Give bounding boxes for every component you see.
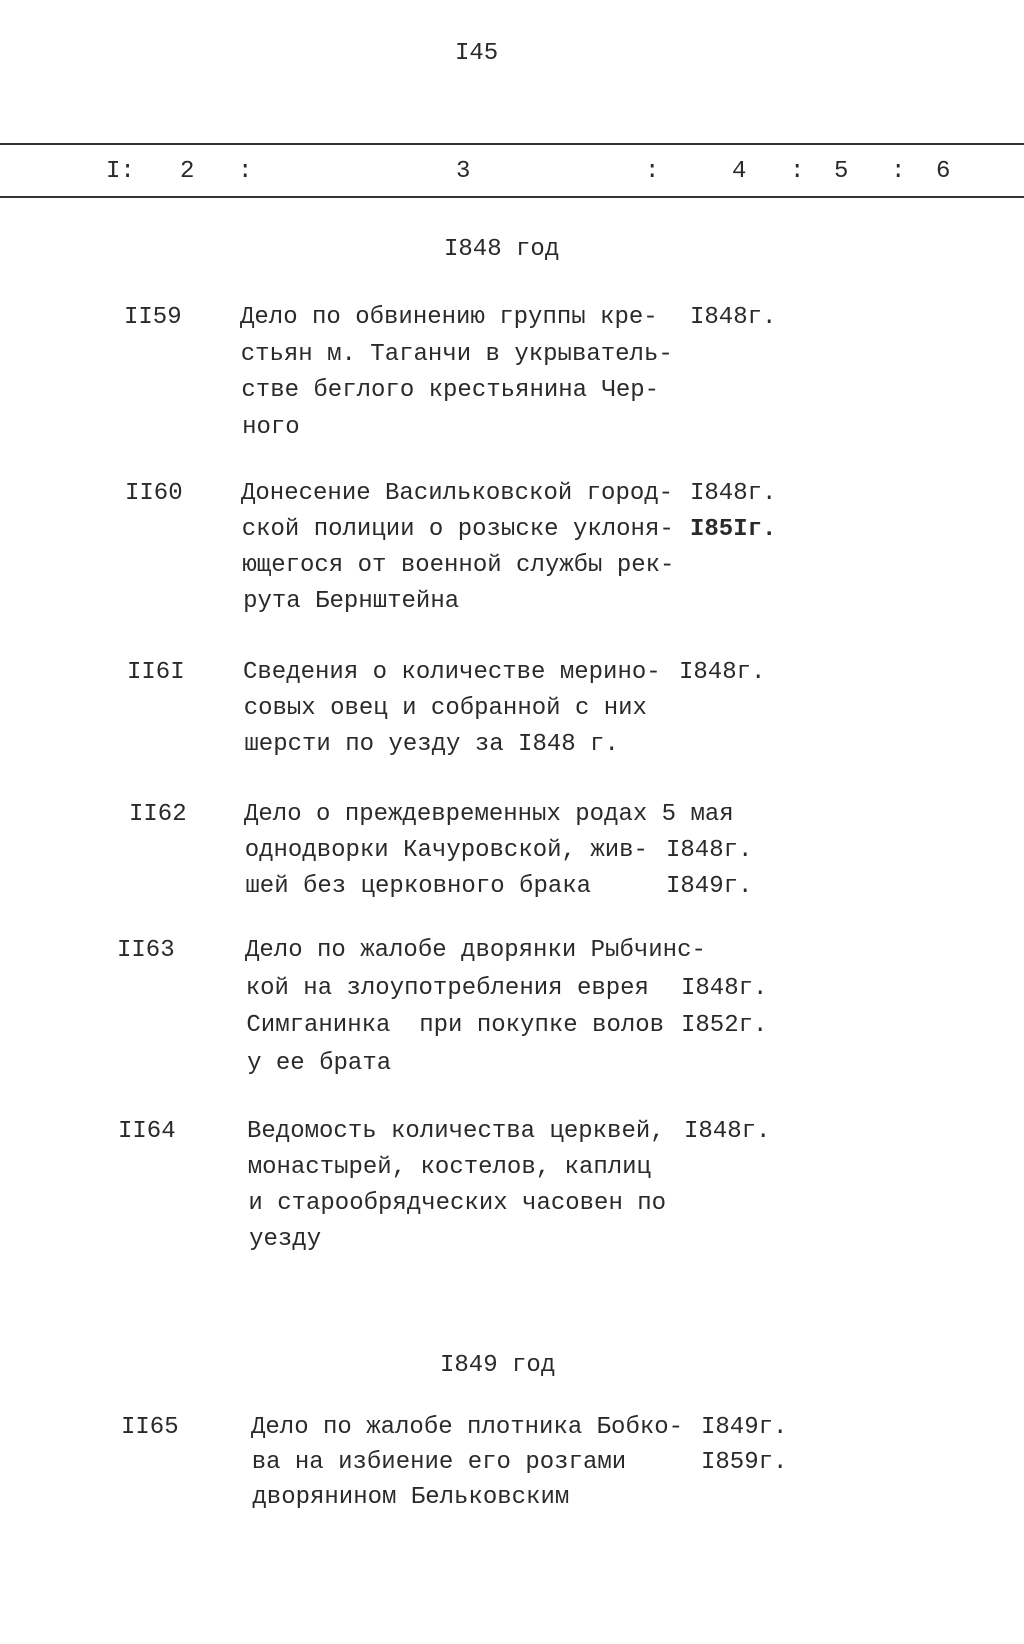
entry-title-line: однодворки Качуровской, жив-: [244, 837, 648, 864]
entry-title-line: ющегося от военной службы рек-: [242, 552, 675, 579]
entry-title-line: стьян м. Таганчи в укрыватель-: [240, 340, 673, 368]
entry-title-line: и старообрядческих часовен по: [248, 1190, 667, 1217]
entry-date: I848г.: [684, 1118, 771, 1145]
entry-title-line: ного: [242, 413, 300, 441]
entry-date: I848г.: [666, 837, 753, 864]
entry-date: I849г.: [701, 1414, 788, 1441]
entry-title-line: Дело о преждевременных родах 5 мая: [244, 801, 734, 828]
header-bottom-rule: [0, 196, 1024, 198]
entry-title-line: уезду: [249, 1226, 322, 1253]
entry-number: II62: [129, 801, 187, 828]
page-number: I45: [455, 40, 499, 67]
entry-number: II65: [121, 1414, 179, 1441]
entry-number: II60: [125, 480, 183, 507]
entry-title-line: шерсти по уезду за I848 г.: [244, 731, 619, 758]
column-header-cell: 4: [732, 158, 747, 185]
entry-title-line: ва на избиение его розгами: [251, 1449, 627, 1476]
column-header-cell: 3: [456, 158, 471, 185]
entry-title-line: совых овец и собранной с них: [243, 695, 647, 722]
column-header-cell: 6: [936, 158, 951, 185]
column-header-cell: 5: [834, 158, 849, 185]
entry-date: I85Iг.: [690, 516, 777, 543]
entry-title-line: Симганинка при покупке волов: [246, 1012, 665, 1039]
entry-number: II59: [124, 304, 182, 331]
entry-title-line: Сведения о количестве мерино-: [243, 659, 661, 686]
entry-number: II63: [117, 937, 175, 964]
entry-title-line: шей без церковного брака: [245, 873, 592, 900]
entry-date: I859г.: [701, 1449, 788, 1476]
entry-title-line: кой на злоупотребления еврея: [245, 974, 649, 1002]
year-heading: I848 год: [444, 236, 560, 263]
column-header-cell: :: [238, 158, 253, 185]
entry-number: II6I: [127, 659, 185, 686]
entry-date: I848г.: [690, 480, 777, 507]
year-heading: I849 год: [440, 1352, 556, 1379]
column-header-cell: I:: [106, 158, 135, 185]
entry-date: I848г.: [681, 974, 768, 1002]
entry-title-line: ской полиции о розыске уклоня-: [241, 516, 674, 543]
entry-title-line: Дело по жалобе плотника Бобко-: [251, 1414, 684, 1441]
entry-number: II64: [118, 1118, 176, 1145]
entry-title-line: стве беглого крестьянина Чер-: [241, 377, 660, 404]
entry-date: I848г.: [679, 659, 766, 686]
column-header-cell: :: [645, 158, 660, 185]
entry-title-line: дворянином Бельковским: [252, 1484, 570, 1511]
column-header-cell: 2: [180, 158, 195, 185]
column-header-cell: :: [891, 158, 906, 185]
entry-title-line: Донесение Васильковской город-: [241, 480, 674, 507]
entry-title-line: Дело по обвинению группы кре-: [240, 304, 658, 331]
entry-date: I849г.: [666, 873, 753, 900]
entry-title-line: у ее брата: [247, 1049, 392, 1077]
column-header-cell: :: [790, 158, 805, 185]
header-top-rule: [0, 143, 1024, 145]
entry-title-line: Ведомость количества церквей,: [247, 1118, 665, 1145]
entry-title-line: рута Бернштейна: [243, 588, 460, 615]
entry-title-line: монастырей, костелов, каплиц: [247, 1154, 651, 1181]
entry-date: I848г.: [690, 304, 777, 331]
entry-date: I852г.: [681, 1012, 768, 1039]
entry-title-line: Дело по жалобе дворянки Рыбчинс-: [245, 937, 706, 964]
